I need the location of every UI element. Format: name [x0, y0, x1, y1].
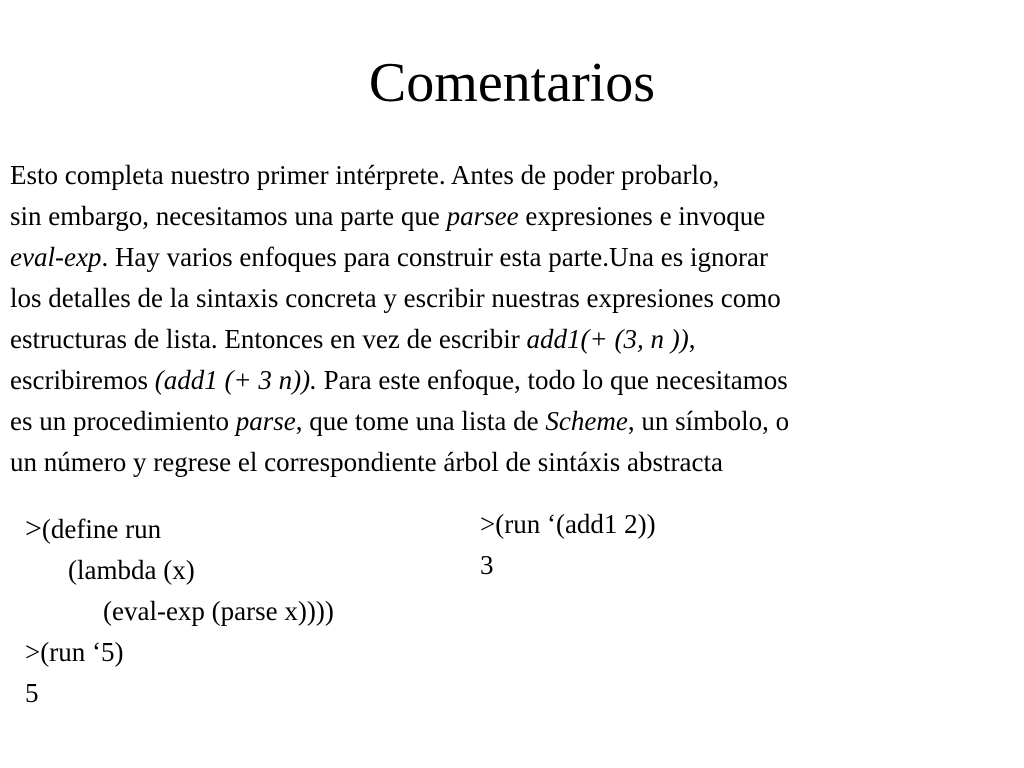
prompt-symbol: > — [25, 512, 42, 545]
paragraph-line-6 — [10, 360, 1015, 401]
italic-code-add1: add1(+ (3, n )) — [526, 324, 689, 354]
code-example-define-run — [25, 508, 334, 714]
text-segment: estructuras de lista. Entonces en vez de escribir — [10, 324, 527, 354]
code-line-3: (eval-exp (parse x)))) — [103, 596, 334, 626]
code-line-1 — [25, 508, 334, 550]
paragraph-line-3 — [10, 237, 1015, 278]
paragraph-line-1: Esto completa nuestro primer intérprete. Antes de poder probarlo, — [10, 160, 720, 190]
paragraph-line-4: los detalles de la sintaxis concreta y escribir nuestras expresiones como — [10, 283, 781, 313]
text-segment: expresiones e invoque — [518, 201, 766, 231]
text-segment: escribiremos — [10, 365, 155, 395]
italic-term-parse: parse — [235, 406, 296, 436]
code-line-2: (lambda (x) — [68, 555, 195, 585]
body-paragraph — [10, 155, 1015, 483]
text-segment: , que tome una lista de — [295, 406, 546, 436]
paragraph-line-5 — [10, 319, 1015, 360]
text-segment: sin embargo, necesitamos una parte que — [10, 201, 447, 231]
italic-code-list-form: (add1 (+ 3 n)). — [154, 365, 317, 395]
text-segment: Para este enfoque, todo lo que necesitamos — [316, 365, 788, 395]
code-line-1: >(run ‘(add1 2)) — [480, 509, 656, 539]
code-line-4: >(run ‘5) — [25, 637, 124, 667]
text-segment: . Hay varios enfoques para construir esta parte.Una es ignorar — [101, 242, 768, 272]
code-line-5: 5 — [25, 678, 39, 708]
code-example-run-add1 — [480, 504, 656, 586]
paragraph-line-8: un número y regrese el correspondiente árbol de sintáxis abstracta — [10, 447, 723, 477]
italic-term-parsee: parsee — [446, 201, 519, 231]
slide-title: Comentarios — [368, 52, 656, 114]
paragraph-line-2 — [10, 196, 1015, 237]
code-line-2: 3 — [480, 550, 494, 580]
text-segment: , — [688, 324, 696, 354]
italic-term-scheme: Scheme — [545, 406, 628, 436]
italic-term-eval-exp: eval-exp — [10, 242, 102, 272]
text-segment: , un símbolo, o — [627, 406, 790, 436]
paragraph-line-7 — [10, 401, 1015, 442]
code-text: (define run — [41, 514, 162, 544]
text-segment: es un procedimiento — [10, 406, 236, 436]
